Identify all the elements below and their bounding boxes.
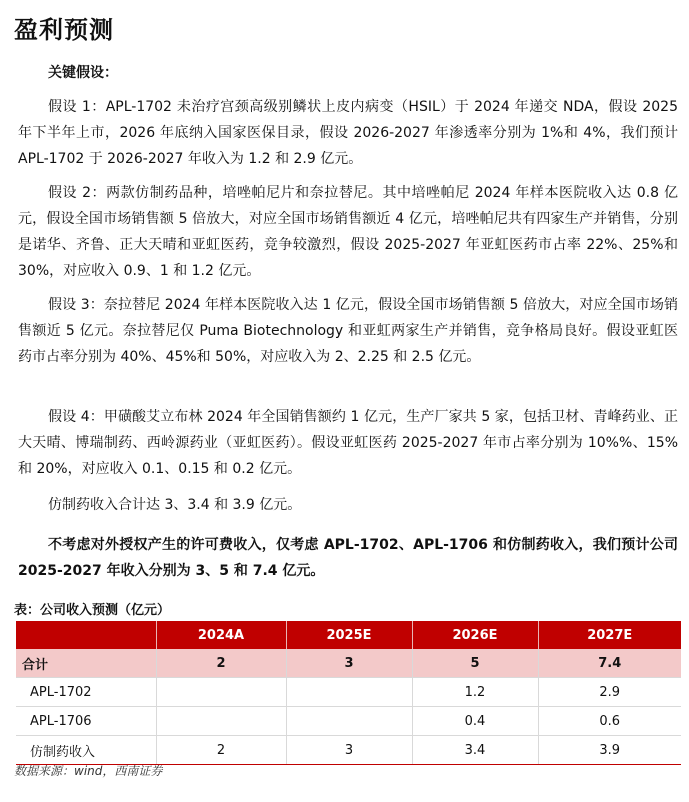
table-row-generics xyxy=(16,736,681,765)
table-cell: 2 xyxy=(156,649,286,678)
table-cell: 2.9 xyxy=(538,678,681,707)
row-label: 仿制药收入 xyxy=(16,736,156,765)
table-cell: 1.2 xyxy=(412,678,538,707)
assumption-2-paragraph: 假设 2：两款仿制药品种，培唑帕尼片和奈拉替尼。其中培唑帕尼 2024 年样本医院收入达 0.8 亿元，假设全国市场销售额 5 倍放大，对应全国市场销售额近 4 亿元，培唑帕尼共有四家生产并销售，分别是诺华、齐鲁、正大天晴和亚虹医药，竞争较激烈，假设 2025-2027 年亚虹医药市占率 22%、25%和 30%，对应收入 0.9、1 和 1.2 亿元。 xyxy=(18,185,678,279)
header-cell-2025e: 2025E xyxy=(286,621,412,649)
table-cell: 3 xyxy=(286,736,412,765)
generic-revenue-summary: 仿制药收入合计达 3、3.4 和 3.9 亿元。 xyxy=(48,497,302,513)
revenue-forecast-conclusion: 不考虑对外授权产生的许可费收入，仅考虑 APL-1702、APL-1706 和仿制药收入，我们预计公司 2025-2027 年收入分别为 3、5 和 7.4 亿元。 xyxy=(18,537,678,579)
row-label: APL-1706 xyxy=(16,707,156,736)
table-row-apl-1702 xyxy=(16,678,681,707)
header-cell-2024a: 2024A xyxy=(156,621,286,649)
revenue-forecast-table xyxy=(16,621,681,765)
table-cell: 0.4 xyxy=(412,707,538,736)
header-cell-empty xyxy=(16,621,156,649)
table-row-total xyxy=(16,649,681,678)
table-cell xyxy=(286,707,412,736)
table-cell: 3.9 xyxy=(538,736,681,765)
table-cell xyxy=(156,678,286,707)
row-label: 合计 xyxy=(16,649,156,678)
table-cell: 0.6 xyxy=(538,707,681,736)
page-title: 盈利预测 xyxy=(14,15,114,44)
data-source-note: 数据来源：wind，西南证券 xyxy=(14,764,163,778)
key-assumptions-heading: 关键假设： xyxy=(48,65,118,81)
table-cell: 3 xyxy=(286,649,412,678)
table-caption: 表：公司收入预测（亿元） xyxy=(14,603,171,618)
table-cell: 2 xyxy=(156,736,286,765)
header-cell-2027e: 2027E xyxy=(538,621,681,649)
header-cell-2026e: 2026E xyxy=(412,621,538,649)
table-cell: 3.4 xyxy=(412,736,538,765)
assumption-4-paragraph: 假设 4：甲磺酸艾立布林 2024 年全国销售额约 1 亿元，生产厂家共 5 家，包括卫材、青峰药业、正大天晴、博瑞制药、西岭源药业（亚虹医药）。假设亚虹医药 2025-2027 年市占率分别为 10%%、15%和 20%，对应收入 0.1、0.15 和 0.2 亿元。 xyxy=(18,409,678,477)
table-cell xyxy=(156,707,286,736)
row-label: APL-1702 xyxy=(16,678,156,707)
table-header-row xyxy=(16,621,681,649)
table-cell xyxy=(286,678,412,707)
table-row-apl-1706 xyxy=(16,707,681,736)
table-cell: 5 xyxy=(412,649,538,678)
table-cell: 7.4 xyxy=(538,649,681,678)
assumption-3-paragraph: 假设 3：奈拉替尼 2024 年样本医院收入达 1 亿元，假设全国市场销售额 5 倍放大，对应全国市场销售额近 5 亿元。奈拉替尼仅 Puma Biotechnology 和亚虹两家生产并销售，竞争格局良好。假设亚虹医药市占率分别为 40%、45%和 50%，对应收入为 2、2.25 和 2.5 亿元。 xyxy=(18,297,678,365)
assumption-1-paragraph: 假设 1：APL-1702 未治疗宫颈高级别鳞状上皮内病变（HSIL）于 2024 年递交 NDA，假设 2025 年下半年上市，2026 年底纳入国家医保目录，假设 2026-2027 年渗透率分别为 1%和 4%，我们预计 APL-1702 于 2026-2027 年收入为 1.2 和 2.9 亿元。 xyxy=(18,99,678,167)
